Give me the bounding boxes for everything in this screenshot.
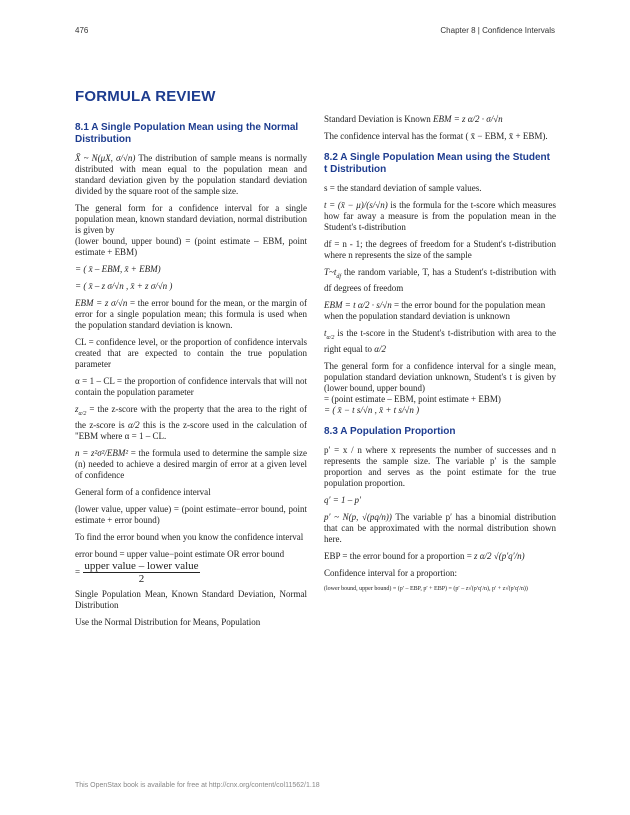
df-paragraph: df = n - 1; the degrees of freedom for a Student's t-distribution where n represents the size of the sample	[324, 239, 556, 260]
t-score-paragraph	[324, 200, 556, 233]
sampling-distribution-text: The distribution of sample means is normally distributed with mean equal to the population mean and standard deviation given by the population standard deviation divided by the square root of the sample size.	[75, 153, 307, 196]
general-form-paragraph	[75, 203, 307, 258]
t-alpha-paragraph	[324, 328, 556, 355]
t-alpha-text: is the t-score in the Student's t-distribution with area to the right equal to	[324, 327, 556, 354]
ci-general-heading: General form of a confidence interval	[75, 486, 211, 497]
binomial-text: The variable p′ has a binomial distribution that can be approximated with the normal distribution shown here.	[324, 511, 557, 544]
ebm-t-paragraph	[324, 300, 556, 322]
cl-paragraph: CL = confidence level, or the proportion of confidence intervals created that are expected to contain the true population parameter	[75, 337, 307, 369]
z-alpha-text-1: = the z-score with the property that the area to the right of the z-score is	[75, 404, 308, 430]
general-form-line: (lower bound, upper bound) = (point estimate – EBM, point estimate + EBM)	[75, 236, 307, 257]
footer-note: This OpenStax book is available for free at http://cnx.org/content/col11562/1.18	[75, 782, 320, 789]
t-score-formula: t = (x̄ − μ)/(s/√n)	[324, 200, 388, 210]
T-df-symbol: $T\sim t_{df}$	[324, 267, 342, 280]
page-title: FORMULA REVIEW	[75, 88, 216, 105]
ebm-text: = the error bound for the mean, or the margin of error for a single population mean; this formula is used when the population standard deviation is known.	[75, 298, 308, 330]
page-number: 476	[75, 26, 89, 35]
left-column	[75, 120, 307, 634]
t-general-text: The general form for a confidence interval for a single mean, population standard deviation unknown, Student's t is given by (lower bound, upper bound)	[324, 360, 556, 393]
general-form-text: The general form for a confidence interval for a single population mean, known standard deviation, normal distribution is given by	[75, 203, 307, 235]
binomial-formula: p′ ~ N(p, √(pq/n))	[324, 511, 392, 522]
t-score-text: is the formula for the t-score which measures how far away a measure is from the population mean in the Student's t-distribution	[324, 200, 557, 232]
t-general-line: = (point estimate – EBM, point estimate + EBM)	[324, 393, 501, 404]
sampling-distribution-formula: X̄ ~ N(μX, σ/√n)	[75, 153, 136, 163]
ci-proportion-formula: (lower bound, upper bound) = (p′ – EBP, p′ + EBP) = (p′ – z√(p′q′/n), p′ + z√(p′q′/n))	[324, 585, 528, 592]
ebm-t-formula: EBM = t α/2 · s/√n	[324, 299, 392, 310]
qprime-paragraph: q′ = 1 – p′	[324, 494, 362, 505]
pprime-paragraph: p′ = x / n where x represents the number of successes and n represents the sample size. The variable p′ is the sample proportion and serves as the point estimate for the true population proportion.	[324, 444, 556, 488]
z-alpha-text-2: this is the z-score used in the calculation of "EBM where α = 1 – CL.	[75, 419, 308, 441]
sample-size-text: = the formula used to determine the sample size (n) needed to achieve a desired margin of error at a given level of confidence	[75, 447, 307, 480]
ebp-paragraph	[324, 551, 556, 562]
z-alpha-paragraph	[75, 404, 307, 442]
error-bound-text: error bound = upper value−point estimate OR error bound	[75, 548, 285, 559]
alpha-paragraph: α = 1 – CL = the proportion of confidence intervals that will not contain the population parameter	[75, 376, 307, 397]
ci-line-1: = ( x̄ – EBM, x̄ + EBM)	[75, 264, 161, 274]
ebm-t-text-1: = the error bound for the population mean	[393, 299, 546, 310]
ci-format-paragraph: The confidence interval has the format ( x̄ − EBM, x̄ + EBM).	[324, 131, 548, 141]
error-bound-intro: To find the error bound when you know the confidence interval	[75, 531, 304, 542]
sample-size-paragraph	[75, 448, 307, 481]
known-sd-heading: Single Population Mean, Known Standard Deviation, Normal Distribution	[75, 588, 307, 610]
error-bound-numerator: upper value – lower value	[84, 559, 199, 572]
section-8-3-heading: 8.3 A Population Proportion	[324, 425, 456, 437]
sd-known-paragraph	[324, 114, 556, 125]
chapter-header: Chapter 8 | Confidence Intervals	[440, 26, 555, 35]
ebm-formula: EBM = z σ/√n	[75, 298, 128, 308]
ebp-text: EBP = the error bound for a proportion =	[324, 550, 472, 561]
ebm-t-text-2: when the population standard deviation is unknown	[324, 310, 510, 321]
T-text: the random variable, T, has a Student's t-distribution with df degrees of freedom	[324, 267, 556, 293]
ebm-known-formula: EBM = z α/2 · σ/√n	[432, 114, 503, 124]
use-normal-text: Use the Normal Distribution for Means, Population	[75, 616, 261, 627]
T-paragraph	[324, 267, 556, 294]
error-bound-fraction	[83, 560, 199, 585]
ci-line-2: = ( x̄ – z σ/√n , x̄ + z σ/√n )	[75, 281, 173, 291]
t-general-paragraph	[324, 361, 556, 416]
sample-size-formula: n = z²σ²/EBM²	[75, 447, 129, 458]
ebp-formula: z α/2 √(p′q′/n)	[474, 550, 525, 561]
alpha-half-symbol: α/2	[127, 419, 140, 430]
binomial-paragraph	[324, 512, 556, 545]
t-alpha-symbol: $t_{\alpha/2}$	[324, 327, 335, 341]
ci-proportion-heading: Confidence interval for a proportion:	[324, 567, 457, 578]
error-bound-denominator: 2	[138, 572, 145, 585]
section-8-2-heading: 8.2 A Single Population Mean using the Student t Distribution	[324, 152, 550, 175]
error-bound-paragraph: error bound = upper value−point estimate OR error bound = $\frac{\text{upper value – lower value}}{2}$	[75, 548, 285, 585]
sampling-distribution-paragraph	[75, 153, 307, 197]
right-column	[324, 114, 556, 599]
s-paragraph: s = the standard deviation of sample values.	[324, 183, 482, 193]
ebm-paragraph	[75, 298, 307, 331]
z-alpha-symbol: $z_{\alpha/2}$	[75, 404, 87, 417]
sd-known-text: Standard Deviation is Known	[324, 114, 431, 124]
alpha-half-symbol-2: α/2	[374, 343, 386, 354]
ci-general-text: (lower value, upper value) = (point estimate−error bound, point estimate + error bound)	[75, 503, 307, 525]
section-8-1-heading: 8.1 A Single Population Mean using the Normal Distribution	[75, 122, 299, 145]
t-ci-formula: = ( x̄ − t s/√n , x̄ + t s/√n )	[324, 404, 420, 415]
